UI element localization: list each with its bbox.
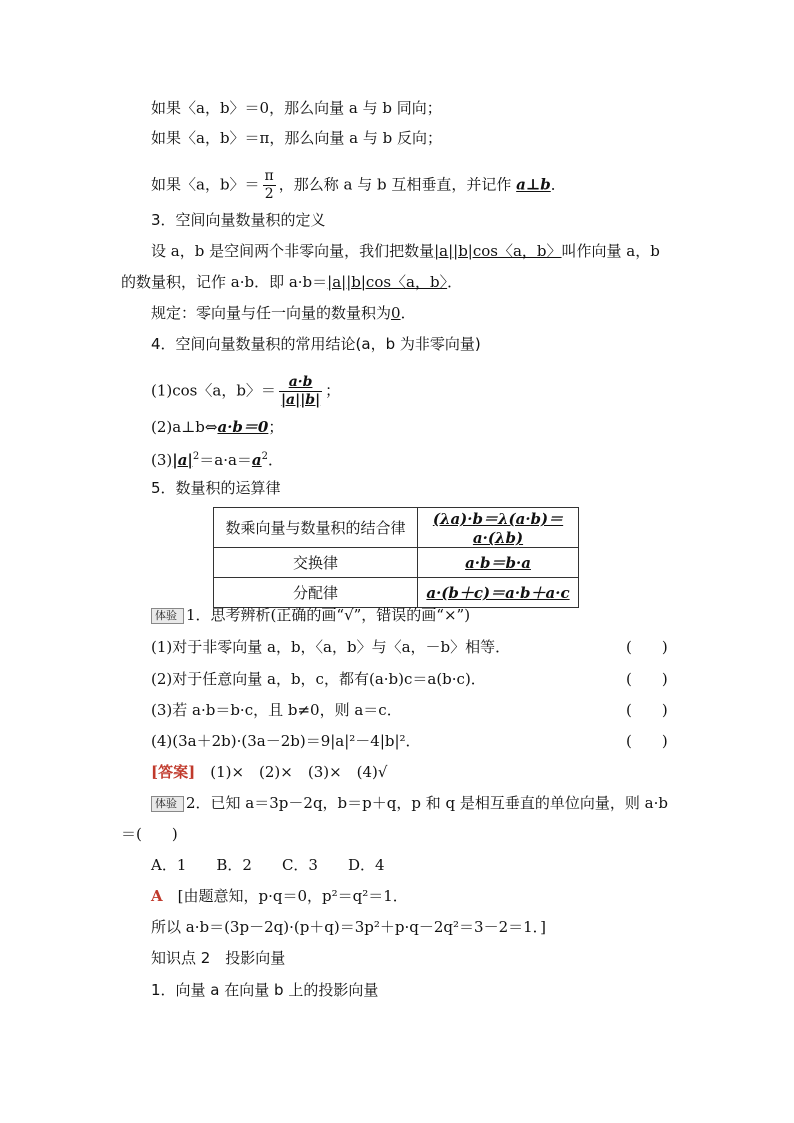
c3-mid: ＝a·a＝ [199,451,252,469]
solution-line-1: [由题意知，p·q＝0，p²＝q²＝1． [177,887,408,905]
c2-pre: (2)a⊥b⇔ [151,418,218,436]
exercise-2-solution [151,886,408,906]
perp-post: ，那么称 a 与 b 互相垂直，并记作 [278,175,512,194]
c3-blank: a [251,451,262,469]
table-cell: (λa)·b＝λ(a·b)＝a·(λb) [418,508,579,548]
table-row [214,548,579,578]
c1-pre: (1)cos〈a，b〉＝ [151,381,276,400]
pi-over-2-fraction [263,168,276,203]
exercise-tag: 体验 [151,796,184,812]
c2-blank: a·b＝0 [217,418,269,436]
rule-blank: 0 [391,304,401,322]
perp-notation: a⊥b [516,175,551,194]
conclusion-3 [151,447,283,470]
answer-parentheses: ( ) [626,638,668,656]
period: ． [268,451,284,469]
c3-pre: (3) [151,451,173,469]
period: ． [400,304,416,322]
section-5-title: 5．数量积的运算律 [151,479,281,497]
def-blank: |a||b|cos〈a，b〉 [434,242,562,260]
line-opposite-direction: 如果〈a，b〉＝π，那么向量 a 与 b 反向； [151,129,443,147]
semicolon: ； [325,381,341,400]
exercise-2-options: A．1 B．2 C．3 D．4 [151,856,385,874]
table-cell: 交换律 [214,548,418,578]
knowledge-point-2-title: 知识点 2 投影向量 [151,949,286,967]
answer-parentheses: ( ) [626,670,668,688]
def-text-2: 的数量积，记作 a·b．即 a·b＝ [121,273,328,291]
frac-num: π [264,168,274,184]
exercise-2-text: 2．已知 a＝3p－2q，b＝p＋q，p 和 q 是相互垂直的单位向量，则 a·b [186,794,668,812]
semicolon: ； [268,418,284,436]
exercise-1-item: (4)(3a＋2b)·(3a－2b)＝9|a|²－4|b|²． [151,732,421,750]
exercise-2-blank: ＝( ) [121,825,178,843]
answer-parentheses: ( ) [626,701,668,719]
table-cell: a·b＝b·a [418,548,579,578]
cos-fraction [279,374,322,409]
operation-law-table [213,507,579,608]
projection-subtitle: 1．向量 a 在向量 b 上的投影向量 [151,981,379,999]
c3-exp: 2 [192,451,200,462]
exercise-1-item: (3)若 a·b＝b·c，且 b≠0，则 a＝c． [151,701,402,719]
def-line-1 [151,241,660,261]
exercise-2-question [151,793,668,813]
line-same-direction: 如果〈a，b〉＝0，那么向量 a 与 b 同向； [151,99,442,117]
frac-num: a·b [279,374,322,392]
def-text: 设 a，b 是空间两个非零向量，我们把数量 [151,242,435,260]
line-perpendicular [151,168,566,203]
def-blank-2: |a||b|cos〈a，b〉 [327,273,448,291]
def-line-2 [121,272,462,292]
exercise-2-solution-2: 所以 a·b＝(3p－2q)·(p＋q)＝3p²＋p·q－2q²＝3－2＝1．] [151,918,547,936]
exercise-1-text: 1．思考辨析(正确的画“√”，错误的画“×”) [186,606,471,624]
def-text-end: 叫作向量 a，b [561,242,660,260]
table-row [214,578,579,608]
answer-letter: A [151,887,163,905]
answer-label: [答案] [151,763,196,781]
perp-pre: 如果〈a，b〉＝ [151,175,260,194]
table-row [214,508,579,548]
table-cell: a·(b＋c)＝a·b＋a·c [418,578,579,608]
period: ． [550,175,566,194]
frac-den: 2 [264,186,274,202]
exercise-1-item: (2)对于任意向量 a，b，c，都有(a·b)c＝a(b·c)． [151,670,486,688]
answer-text: (1)× (2)× (3)× (4)√ [210,763,388,781]
section-4-title: 4．空间向量数量积的常用结论(a，b 为非零向量) [151,335,481,353]
rule-text: 规定：零向量与任一向量的数量积为 [151,304,392,322]
c3-exp2: 2 [261,451,269,462]
exercise-1-answer [151,762,387,782]
exercise-1-title [151,605,470,625]
conclusion-1 [151,374,340,409]
exercise-tag: 体验 [151,608,184,624]
table-cell: 数乘向量与数量积的结合律 [214,508,418,548]
c3-abs: |a| [172,451,193,469]
zero-rule [151,303,416,323]
exercise-1-item: (1)对于非零向量 a，b，〈a，b〉与〈a，－b〉相等． [151,638,511,656]
answer-parentheses: ( ) [626,732,668,750]
table-cell: 分配律 [214,578,418,608]
section-3-title: 3．空间向量数量积的定义 [151,211,326,229]
conclusion-2 [151,417,283,437]
period: ． [447,273,463,291]
frac-den: |a||b| [280,392,321,408]
